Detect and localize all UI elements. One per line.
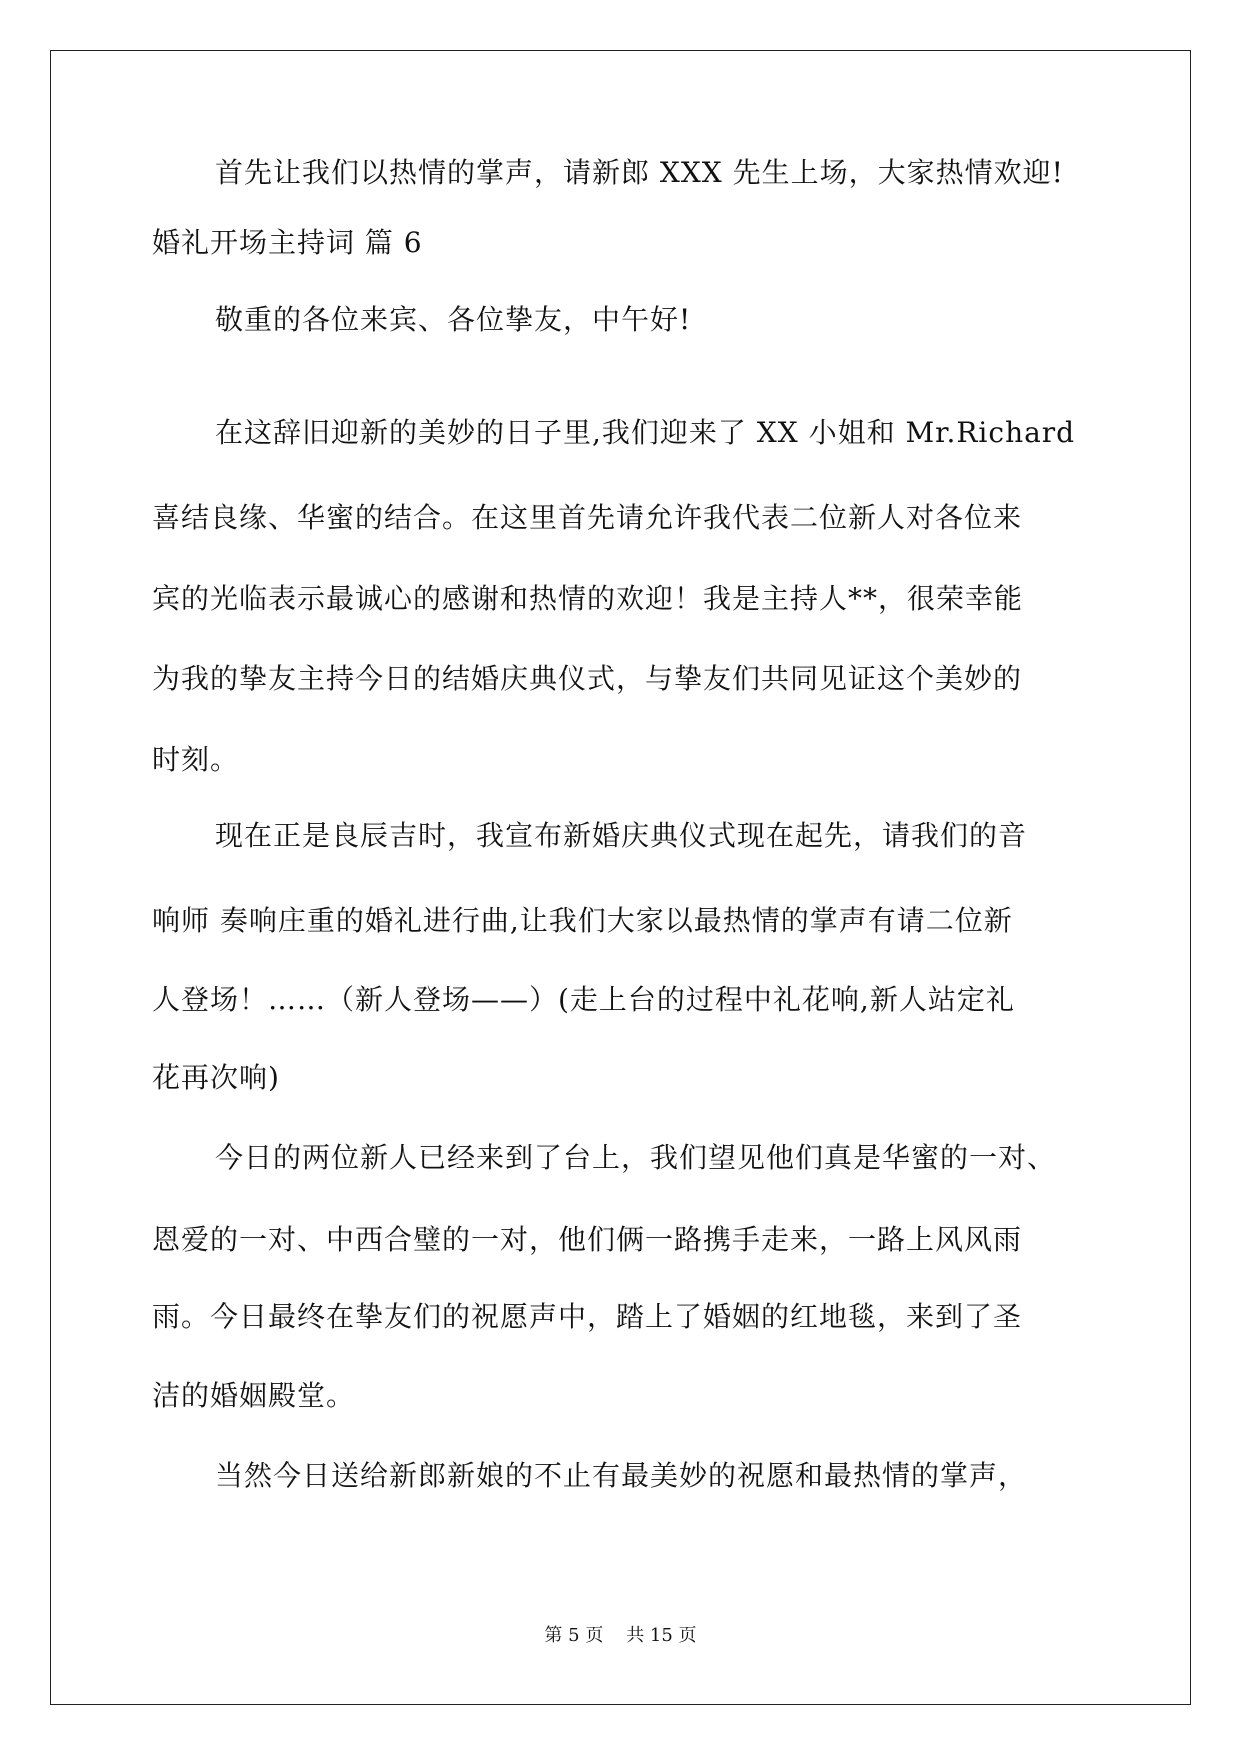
paragraph-line: 敬重的各位来宾、各位挚友，中午好! xyxy=(215,303,692,336)
paragraph-line: 为我的挚友主持今日的结婚庆典仪式，与挚友们共同见证这个美妙的 xyxy=(152,662,1023,695)
section-heading: 婚礼开场主持词 篇 6 xyxy=(152,226,423,259)
paragraph-line: 今日的两位新人已经来到了台上，我们望见他们真是华蜜的一对、 xyxy=(215,1141,1057,1174)
paragraph-line: 喜结良缘、华蜜的结合。在这里首先请允许我代表二位新人对各位来 xyxy=(152,501,1023,534)
paragraph-line: 首先让我们以热情的掌声，请新郎 XXX 先生上场，大家热情欢迎! xyxy=(215,156,1064,189)
paragraph-line: 花再次响) xyxy=(152,1061,280,1094)
paragraph-line: 恩爱的一对、中西合璧的一对，他们俩一路携手走来，一路上风风雨 xyxy=(152,1223,1023,1256)
page-number-footer: 第 5 页 共 15 页 xyxy=(544,1625,697,1646)
paragraph-line: 人登场！……（新人登场——）(走上台的过程中礼花响,新人站定礼 xyxy=(152,983,1015,1016)
paragraph-line: 时刻。 xyxy=(152,743,240,776)
paragraph-line: 当然今日送给新郎新娘的不止有最美妙的祝愿和最热情的掌声， xyxy=(215,1459,1028,1492)
paragraph-line: 在这辞旧迎新的美妙的日子里,我们迎来了 XX 小姐和 Mr.Richard xyxy=(215,416,1076,449)
paragraph-line: 宾的光临表示最诚心的感谢和热情的欢迎！我是主持人**，很荣幸能 xyxy=(152,582,1024,615)
paragraph-line: 响师 奏响庄重的婚礼进行曲,让我们大家以最热情的掌声有请二位新 xyxy=(152,904,1013,937)
paragraph-line: 洁的婚姻殿堂。 xyxy=(152,1379,356,1412)
paragraph-line: 现在正是良辰吉时，我宣布新婚庆典仪式现在起先，请我们的音 xyxy=(215,819,1028,852)
paragraph-line: 雨。今日最终在挚友们的祝愿声中，踏上了婚姻的红地毯，来到了圣 xyxy=(152,1300,1023,1333)
